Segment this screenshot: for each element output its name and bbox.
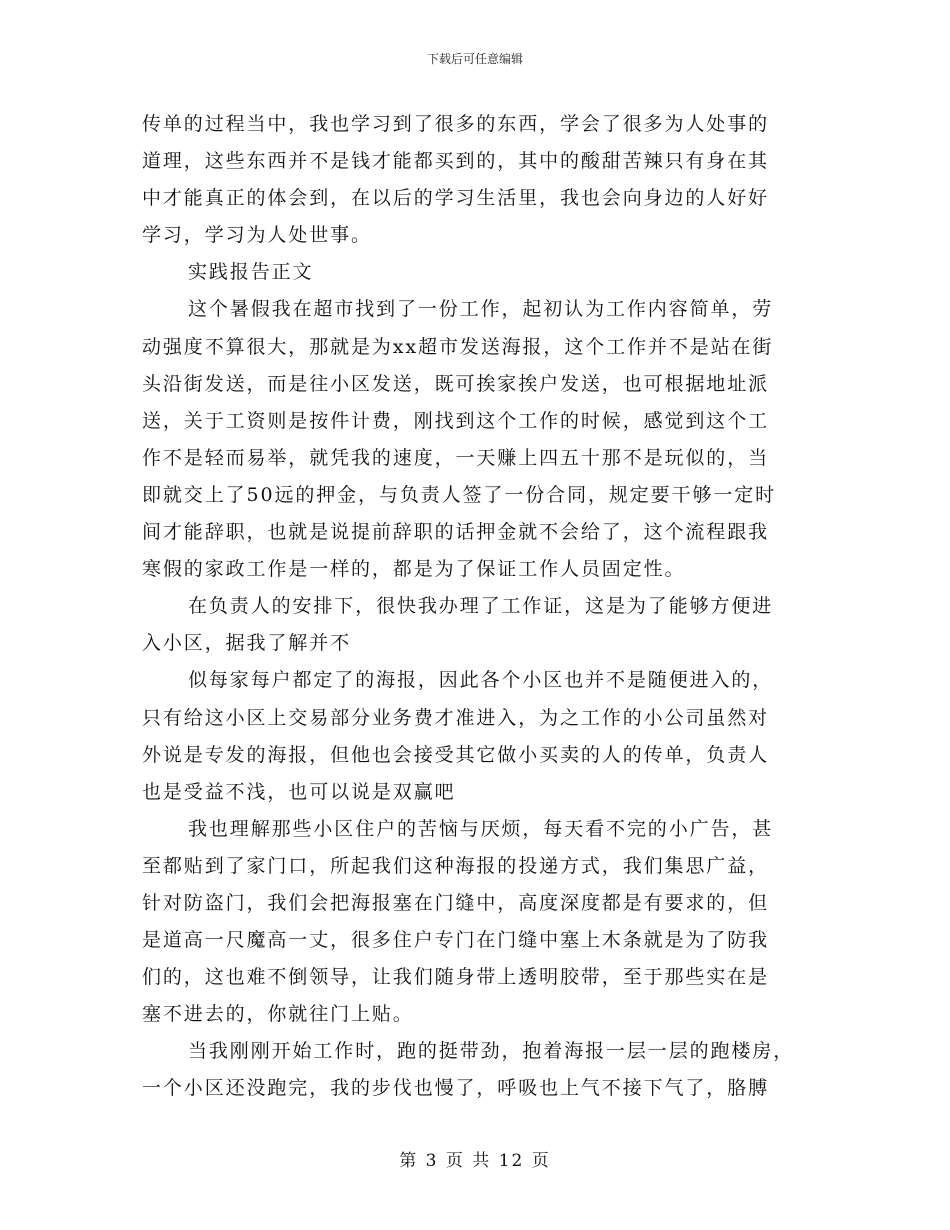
- paragraph-line: 们的，这也难不倒领导，让我们随身带上透明胶带，至于那些实在是: [142, 966, 770, 989]
- paragraph-line: 道理，这些东西并不是钱才能都买到的，其中的酸甜苦辣只有身在其: [142, 150, 770, 173]
- section-heading: 实践报告正文: [188, 261, 314, 284]
- paragraph-line: 针对防盗门，我们会把海报塞在门缝中，高度深度都是有要求的，但: [142, 891, 770, 914]
- paragraph-line: 也是受益不浅，也可以说是双赢吧: [142, 780, 456, 803]
- paragraph-line: 送，关于工资则是按件计费，刚找到这个工作的时候，感觉到这个工: [142, 409, 770, 432]
- paragraph-line: 我也理解那些小区住户的苦恼与厌烦，每天看不完的小广告，甚: [188, 817, 774, 840]
- paragraph-line: 作不是轻而易举，就凭我的速度，一天赚上四五十那不是玩似的，当: [142, 446, 770, 469]
- paragraph-line: 寒假的家政工作是一样的，都是为了保证工作人员固定性。: [142, 558, 686, 581]
- paragraph-line: 头沿街发送，而是往小区发送，既可挨家挨户发送，也可根据地址派: [142, 372, 770, 395]
- paragraph-line: 一个小区还没跑完，我的步伐也慢了，呼吸也上气不接下气了，胳膊: [142, 1077, 770, 1100]
- paragraph-line: 即就交上了50远的押金，与负责人签了一份合同，规定要干够一定时: [142, 483, 777, 506]
- paragraph-line: 中才能真正的体会到，在以后的学习生活里，我也会向身边的人好好: [142, 187, 770, 210]
- paragraph-line: 塞不进去的，你就往门上贴。: [142, 1003, 414, 1026]
- paragraph-line: 动强度不算很大，那就是为xx超市发送海报，这个工作并不是站在街: [142, 335, 774, 358]
- paragraph-line: 入小区，据我了解并不: [142, 632, 352, 655]
- paragraph-line: 至都贴到了家门口，所起我们这种海报的投递方式，我们集思广益，: [142, 854, 770, 877]
- paragraph-line: 似每家每户都定了的海报，因此各个小区也并不是随便进入的，: [188, 669, 774, 692]
- paragraph-line: 学习，学习为人处世事。: [142, 224, 372, 247]
- paragraph-line: 间才能辞职，也就是说提前辞职的话押金就不会给了，这个流程跟我: [142, 521, 770, 544]
- paragraph-line: 在负责人的安排下，很快我办理了工作证，这是为了能够方便进: [188, 595, 774, 618]
- document-body: [142, 106, 802, 1108]
- paragraph-line: 只有给这小区上交易部分业务费才准进入，为之工作的小公司虽然对: [142, 706, 770, 729]
- paragraph-line: 外说是专发的海报，但他也会接受其它做小买卖的人的传单，负责人: [142, 743, 770, 766]
- paragraph-line: 这个暑假我在超市找到了一份工作，起初认为工作内容简单，劳: [188, 298, 774, 321]
- paragraph-line: 当我刚刚开始工作时，跑的挺带劲，抱着海报一层一层的跑楼房，: [188, 1040, 795, 1063]
- page-number: 第 3 页 共 12 页: [399, 1151, 551, 1171]
- paragraph-line: 传单的过程当中，我也学习到了很多的东西，学会了很多为人处事的: [142, 113, 770, 135]
- page-header: 下载后可任意编辑: [426, 52, 523, 66]
- paragraph-line: 是道高一尺魔高一丈，很多住户专门在门缝中塞上木条就是为了防我: [142, 929, 770, 952]
